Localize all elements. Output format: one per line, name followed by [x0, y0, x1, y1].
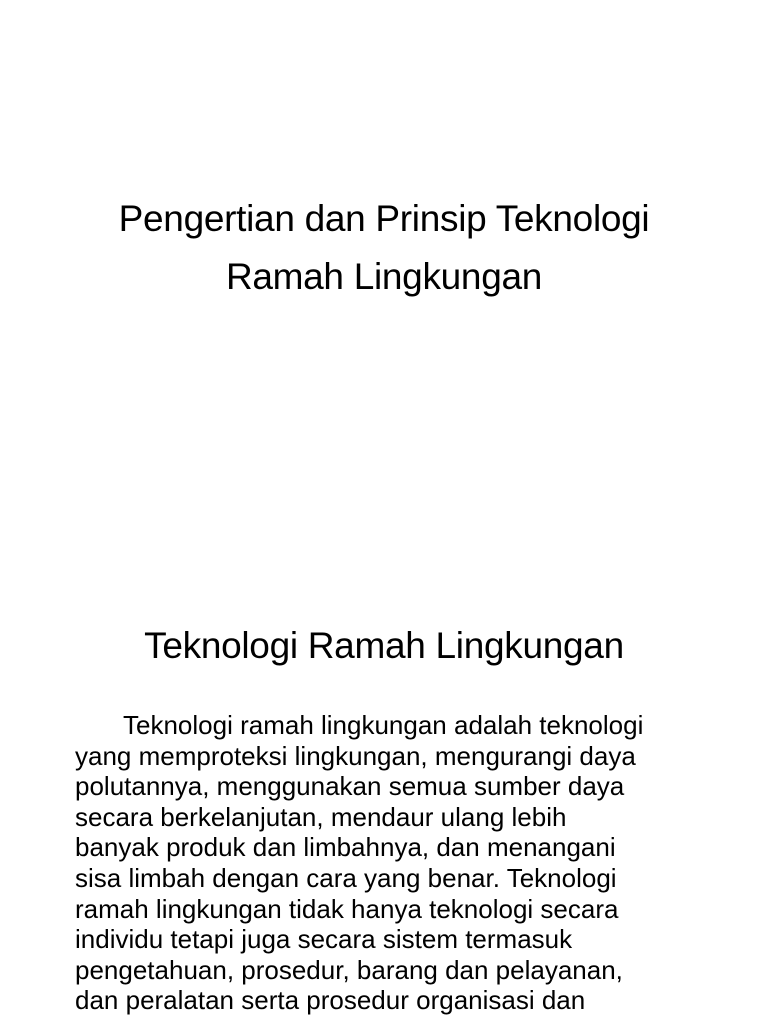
body-line: Teknologi ramah lingkungan adalah teknologi [123, 710, 644, 740]
slide-heading: Teknologi Ramah Lingkungan [144, 625, 624, 666]
body-line: yang memproteksi lingkungan, mengurangi daya [75, 740, 636, 771]
title-line: Ramah Lingkungan [225, 256, 543, 297]
body-line: individu tetapi juga secara sistem termasuk [75, 924, 573, 955]
body-line: pengetahuan, prosedur, barang dan pelayanan, [75, 954, 623, 985]
presentation-title [40, 190, 728, 306]
slide-body-paragraph [75, 710, 715, 1016]
body-line: polutannya, menggunakan semua sumber daya [75, 771, 625, 802]
body-line: ramah lingkungan tidak hanya teknologi secara [75, 893, 619, 924]
body-line: dan peralatan serta prosedur organisasi dan [75, 985, 586, 1016]
slide-content-page [0, 512, 768, 1024]
body-line: secara berkelanjutan, mendaur ulang lebih [75, 801, 567, 832]
title-line: Pengertian dan Prinsip Teknologi [118, 198, 650, 239]
body-line: banyak produk dan limbahnya, dan menangani [75, 832, 616, 863]
body-line: sisa limbah dengan cara yang benar. Teknologi [75, 862, 617, 893]
